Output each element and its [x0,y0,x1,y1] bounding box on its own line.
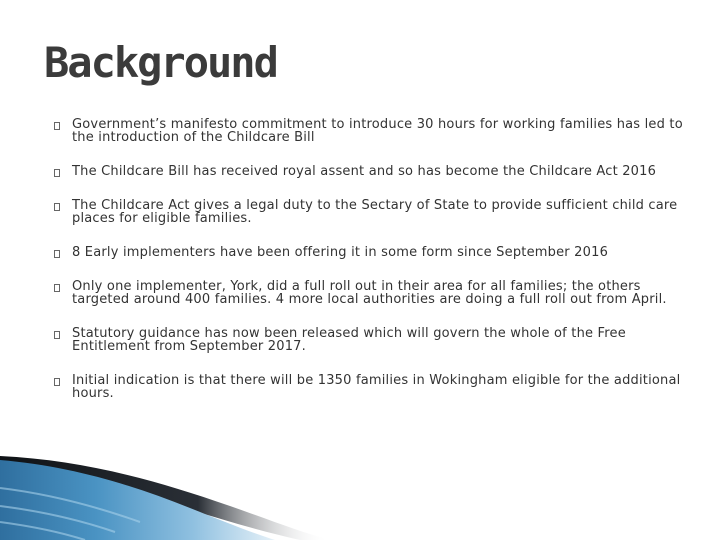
bullet-text: Statutory guidance has now been released which will govern the whole of the Free Entitlement from September 2017. [72,326,626,354]
bullet-item [54,374,694,400]
bullet-square-icon [54,203,60,211]
bullet-text: Government’s manifesto commitment to introduce 30 hours for working families has led to the introduction of the Childcare Bill [72,117,683,145]
bullet-item [54,246,694,259]
bullet-item [54,280,694,306]
bullet-square-icon [54,250,60,258]
bullet-square-icon [54,378,60,386]
bullet-item [54,118,694,144]
slide-title: Background [44,38,277,87]
bullet-square-icon [54,331,60,339]
bullet-item [54,199,694,225]
bullet-text: Only one implementer, York, did a full roll out in their area for all families; the others targeted around 400 families. 4 more local authorities are doing a full roll out from April. [72,279,667,307]
bullet-text: The Childcare Bill has received royal assent and so has become the Childcare Act 2016 [72,164,657,179]
bullet-square-icon [54,169,60,177]
bullet-text: The Childcare Act gives a legal duty to the Sectary of State to provide sufficient child care places for eligible families. [72,198,678,226]
bullet-text: Initial indication is that there will be 1350 families in Wokingham eligible for the additional hours. [72,373,681,401]
bullet-text: 8 Early implementers have been offering it in some form since September 2016 [72,245,609,260]
bullet-item [54,327,694,353]
bullet-square-icon [54,284,60,292]
bullet-square-icon [54,122,60,130]
bullet-item [54,165,694,178]
bullet-list [54,118,694,421]
corner-swoosh-decoration [0,448,720,540]
